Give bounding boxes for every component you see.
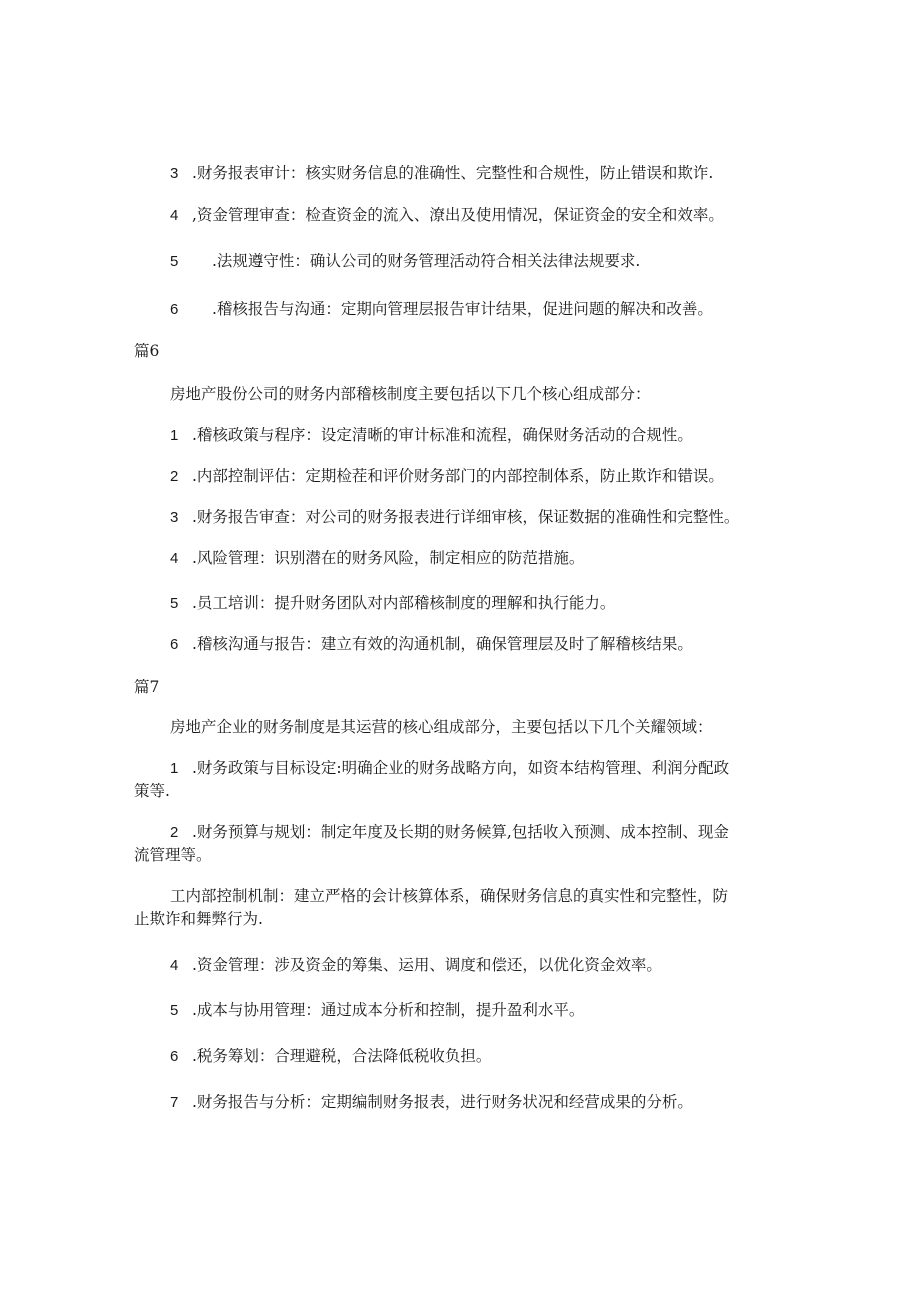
list-item	[170, 1091, 693, 1114]
item-number: 6	[170, 636, 179, 653]
item-text: .风险管理：识别潜在的财务风险，制定相应的防范措施。	[192, 549, 585, 567]
item-text-continued: 流管理等。	[134, 846, 212, 864]
item-number: 5	[170, 595, 179, 612]
list-item	[170, 465, 724, 488]
list-item	[170, 506, 739, 529]
item-number: 6	[170, 301, 179, 318]
item-number: 1	[170, 427, 179, 444]
item-number: 7	[170, 1094, 179, 1111]
item-text: .税务筹划：合理避税，合法降低税收负担。	[192, 1047, 492, 1065]
section-intro: 房地产企业的财务制度是其运营的核心组成部分，主要包括以下几个关耀领域：	[170, 718, 713, 736]
list-item	[170, 204, 724, 227]
section-intro: 房地产股份公司的财务内部稽核制度主要包括以下几个核心组成部分：	[170, 385, 651, 403]
item-number: 5	[170, 253, 179, 270]
section-heading: 篇6	[134, 342, 160, 360]
list-item	[170, 633, 693, 656]
item-text: .内部控制评估：定期检茬和评价财务部门的内部控制体系，防止欺诈和错误。	[192, 467, 724, 485]
item-text: .员工培训：提升财务团队对内部稽核制度的理解和执行能力。	[192, 594, 616, 612]
item-number: 4	[170, 207, 179, 224]
item-number: 3	[170, 165, 179, 182]
list-item	[170, 298, 713, 321]
item-number: 1	[170, 760, 179, 777]
item-text: .财务预算与规划：制定年度及长期的财务候算,包括收入预测、成本控制、现金	[192, 823, 729, 841]
item-text-continued: 策等.	[134, 782, 170, 800]
list-item	[170, 821, 729, 844]
item-text: .财务报告审查：对公司的财务报表进行详细审核，保证数据的准确性和完整性。	[192, 508, 740, 526]
item-number: 2	[170, 824, 179, 841]
list-item	[170, 757, 729, 780]
list-item	[170, 954, 662, 977]
item-text: .成本与协用管理：通过成本分析和控制，提升盈利水平。	[192, 1001, 585, 1019]
item-text: .稽核沟通与报告：建立有效的沟通机制，确保管理层及时了解稽核结果。	[192, 635, 693, 653]
item-text: .财务报告与分析：定期编制财务报表，进行财务状况和经营成果的分析。	[192, 1093, 693, 1111]
list-item	[170, 250, 640, 273]
item-text: .财务政策与目标设定:明确企业的财务战略方向，如资本结构管理、利润分配政	[192, 759, 730, 777]
list-item	[170, 999, 584, 1022]
item-text: .财务报表审计：核实财务信息的准确性、完整性和合规性，防止错误和欺诈.	[192, 164, 714, 182]
list-item	[170, 547, 584, 570]
item-number: 4	[170, 957, 179, 974]
item-number: 5	[170, 1002, 179, 1019]
item-text: .稽核政策与程序：设定清晰的审计标准和流程，确保财务活动的合规性。	[192, 426, 693, 444]
list-item	[170, 592, 615, 615]
list-item: 工内部控制机制：建立严格的会计核算体系，确保财务信息的真实性和完整性，防	[170, 887, 729, 905]
item-number: 4	[170, 550, 179, 567]
list-item	[170, 424, 693, 447]
item-text: ,资金管理审查：检查资金的流入、潦出及使用情况，保证资金的安全和效率。	[192, 206, 724, 224]
list-item	[170, 162, 713, 185]
item-number: 6	[170, 1048, 179, 1065]
item-text: .稽核报告与沟通：定期向管理层报告审计结果，促进问题的解决和改善。	[212, 300, 713, 318]
item-text-continued: 止欺诈和舞弊行为.	[134, 910, 263, 928]
item-number: 2	[170, 468, 179, 485]
section-heading: 篇7	[134, 678, 160, 696]
list-item	[170, 1045, 491, 1068]
item-text: .资金管理：涉及资金的筹集、运用、调度和偿还，以优化资金效率。	[192, 956, 662, 974]
item-text: .法规遵守性：确认公司的财务管理活动符合相关法律法规要求.	[212, 252, 641, 270]
item-number: 3	[170, 509, 179, 526]
